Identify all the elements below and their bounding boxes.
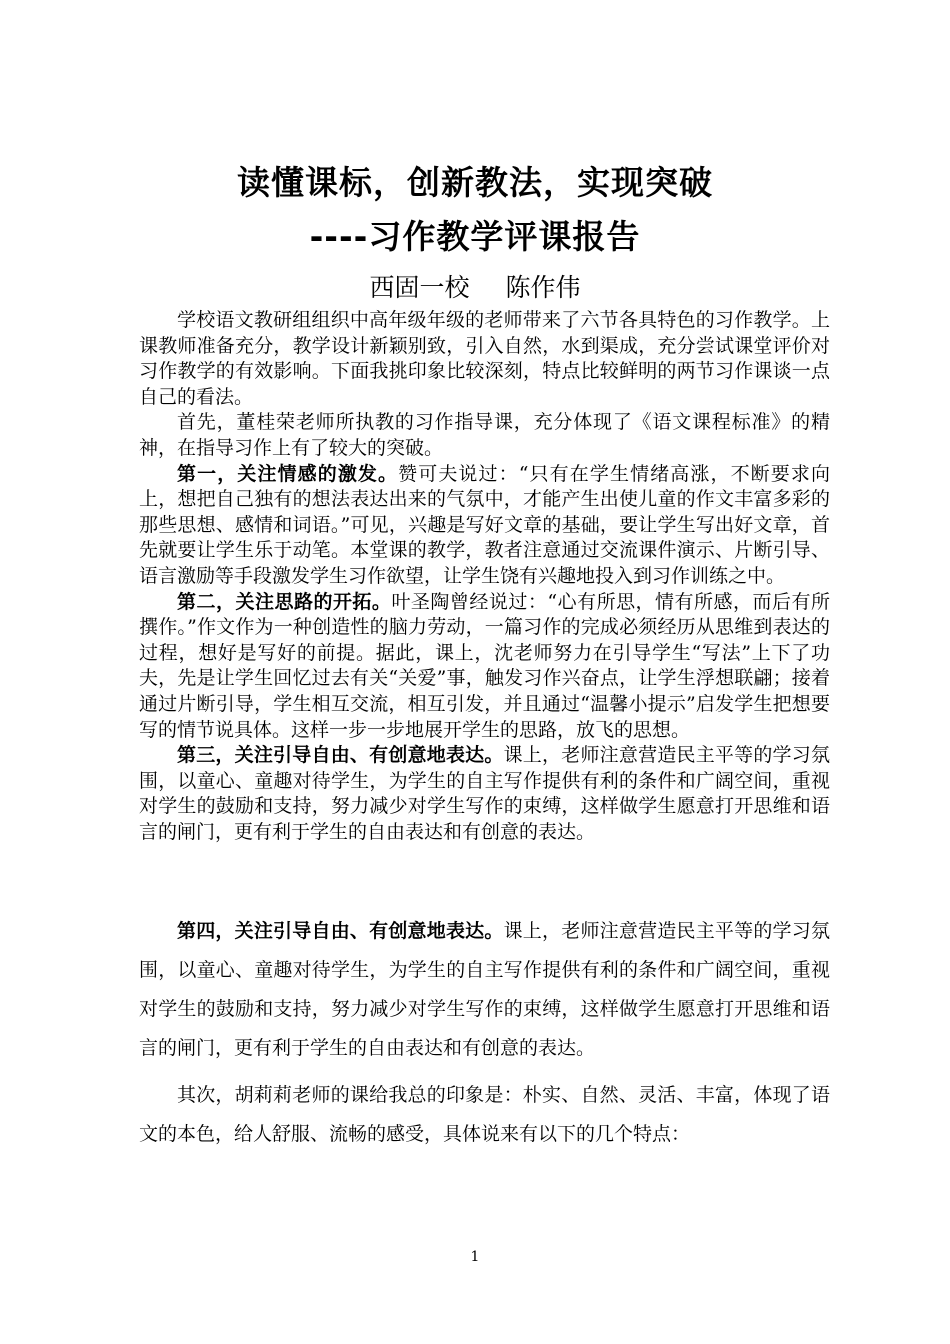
document-subtitle: ----习作教学评课报告 bbox=[309, 217, 641, 256]
paragraph bbox=[139, 308, 830, 410]
paragraph-text: 课上，老师注意营造民主平等的学习氛围，以童心、童趣对待学生，为学生的自主写作提供有利的条件和广阔空间，重视对学生的鼓励和支持，努力减少对学生写作的束缚，这样做学生愿意打开思维和语言的闸门，更有利于学生的自由表达和有创意的表达。 bbox=[139, 920, 830, 1059]
paragraph bbox=[139, 743, 830, 845]
paragraph-text: 赞可夫说过：“只有在学生情绪高涨，不断要求向上，想把自己独有的想法表达出来的气氛中，才能产生出使儿童的作文丰富多彩的那些思想、感情和词语。”可见，兴趣是写好文章的基础，要让学生写出好文章，首先就要让学生乐于动笔。本堂课的教学，教者注意通过交流课件演示、片断引导、语言激励等手段激发学生习作欲望，让学生饶有兴趣地投入到习作训练之中。 bbox=[139, 462, 830, 587]
paragraph-text: 首先，董桂荣老师所执教的习作指导课，充分体现了《语文课程标准》的精神，在指导习作上有了较大的突破。 bbox=[139, 411, 830, 459]
paragraph bbox=[139, 590, 830, 744]
school-name: 西固一校 bbox=[369, 273, 470, 302]
document-title: 读懂课标，创新教法，实现突破 bbox=[237, 163, 713, 202]
paragraph bbox=[139, 912, 830, 1068]
paragraph-text: 学校语文教研组组织中高年级年级的老师带来了六节各具特色的习作教学。上课教师准备充分，教学设计新颖别致，引入自然，水到渠成，充分尝试课堂评价对习作教学的有效影响。下面我挑印象比较深刻，特点比较鲜明的两节习作课谈一点自己的看法。 bbox=[139, 309, 830, 408]
paragraph-text: 叶圣陶曾经说过：“心有所思，情有所感，而后有所撰作。”作文作为一种创造性的脑力劳动，一篇习作的完成必须经历从思维到表达的过程，想好是写好的前提。据此，课上，沈老师努力在引导学生“写法”上下了功夫，先是让学生回忆过去有关“关爱”事，触发习作兴奋点，让学生浮想联翩；接着通过片断引导，学生相互交流，相互引发，并且通过“温馨小提示”启发学生把想要写的情节说具体。这样一步一步地展开学生的思路，放飞的思想。 bbox=[139, 590, 830, 741]
author-name: 陈作伟 bbox=[505, 273, 581, 302]
paragraph-heading: 第二，关注思路的开拓。 bbox=[177, 590, 392, 613]
paragraph-text: 其次，胡莉莉老师的课给我总的印象是：朴实、自然、灵活、丰富，体现了语文的本色，给人舒服、流畅的感受，具体说来有以下的几个特点： bbox=[139, 1084, 830, 1145]
author-line bbox=[0, 268, 950, 304]
body-text-dense bbox=[139, 308, 830, 845]
paragraph-heading: 第三，关注引导自由、有创意地表达。 bbox=[177, 744, 504, 767]
paragraph-text: 课上，老师注意营造民主平等的学习氛围，以童心、童趣对待学生，为学生的自主写作提供有利的条件和广阔空间，重视对学生的鼓励和支持，努力减少对学生写作的束缚，这样做学生愿意打开思维和语言的闸门，更有利于学生的自由表达和有创意的表达。 bbox=[139, 744, 830, 843]
paragraph bbox=[139, 1076, 830, 1154]
paragraph-heading: 第四，关注引导自由、有创意地表达。 bbox=[177, 920, 504, 942]
paragraph-heading: 第一，关注情感的激发。 bbox=[177, 462, 399, 485]
paragraph bbox=[139, 462, 830, 590]
body-text-loose bbox=[139, 912, 830, 1162]
paragraph bbox=[139, 410, 830, 461]
page-number: 1 bbox=[470, 1249, 480, 1265]
